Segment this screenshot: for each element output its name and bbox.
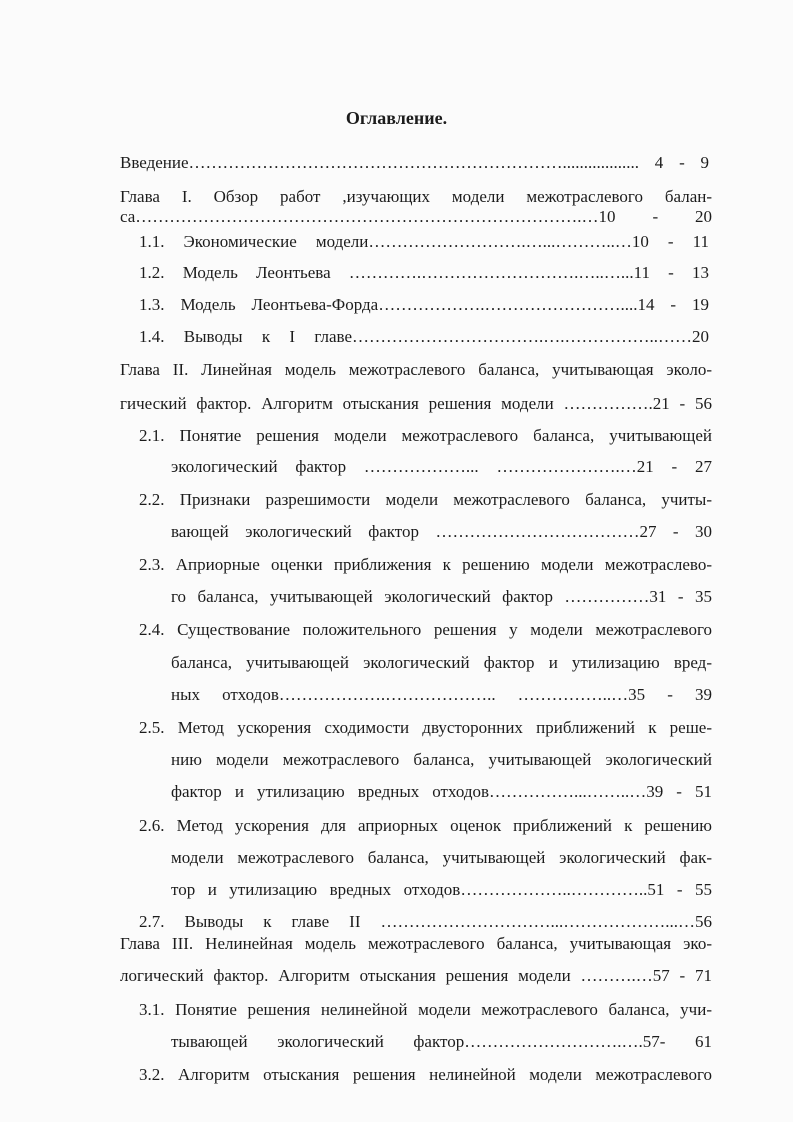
toc-line: 1.2. Модель Леонтьева ………….……………………….…..…...11 - 13: [139, 263, 709, 282]
toc-line: ных отходов……………….……………….. ……………..…35 - 39: [171, 685, 712, 704]
toc-line: 3.1. Понятие решения нелинейной модели межотраслевого баланса, учи-: [139, 1000, 712, 1019]
toc-line: 3.2. Алгоритм отыскания решения нелинейной модели межотраслевого: [139, 1065, 712, 1084]
toc-line: 2.2. Признаки разрешимости модели межотраслевого баланса, учиты-: [139, 490, 712, 509]
toc-line: Глава III. Нелинейная модель межотраслевого баланса, учитывающая эко-: [120, 934, 712, 953]
toc-line: Глава II. Линейная модель межотраслевого баланса, учитывающая эколо-: [120, 360, 712, 379]
toc-line: 2.3. Априорные оценки приближения к решению модели межотраслево-: [139, 555, 712, 574]
toc-line: тывающей экологический фактор……………………….….57- 61: [171, 1032, 712, 1051]
toc-line: 1.4. Выводы к I главе…………………………….….……………..……20: [139, 327, 709, 346]
toc-line: 2.4. Существование положительного решения у модели межотраслевого: [139, 620, 712, 639]
toc-line: баланса, учитывающей экологический фактор и утилизацию вред-: [171, 653, 712, 672]
toc-line: вающей экологический фактор ………………………………27 - 30: [171, 522, 712, 541]
toc-line: Введение………………………………………………………….................. 4 - 9: [120, 153, 709, 172]
toc-line: го баланса, учитывающей экологический фактор ……………31 - 35: [171, 587, 712, 606]
toc-line: 2.7. Выводы к главе II …………………………...………………...…56: [139, 912, 712, 931]
toc-line: 1.3. Модель Леонтьева-Форда……………….……………………....14 - 19: [139, 295, 709, 314]
toc-title: Оглавление.: [345, 108, 448, 128]
toc-line: гический фактор. Алгоритм отыскания решения модели …………….21 - 56: [120, 394, 712, 413]
toc-line: фактор и утилизацию вредных отходов……………...……..…39 - 51: [171, 782, 712, 801]
toc-line: нию модели межотраслевого баланса, учитывающей экологический: [171, 750, 712, 769]
toc-line: модели межотраслевого баланса, учитывающей экологический фак-: [171, 848, 712, 867]
toc-line: 2.6. Метод ускорения для априорных оценок приближений к решению: [139, 816, 712, 835]
toc-line: тор и утилизацию вредных отходов………………..…………..51 - 55: [171, 880, 712, 899]
toc-line: 2.1. Понятие решения модели межотраслевого баланса, учитывающей: [139, 426, 712, 445]
toc-line: логический фактор. Алгоритм отыскания решения модели ……….…57 - 71: [120, 966, 712, 985]
toc-line: Глава I. Обзор работ ,изучающих модели межотраслевого балан-: [120, 187, 712, 206]
toc-line: 1.1. Экономические модели……………………….…...………..…10 - 11: [139, 232, 709, 251]
toc-line: экологический фактор ………………... ………………….…21 - 27: [171, 457, 712, 476]
toc-line: са…………………………………………………………………….…10 - 20: [120, 207, 712, 226]
toc-line: 2.5. Метод ускорения сходимости двусторонних приближений к реше-: [139, 718, 712, 737]
